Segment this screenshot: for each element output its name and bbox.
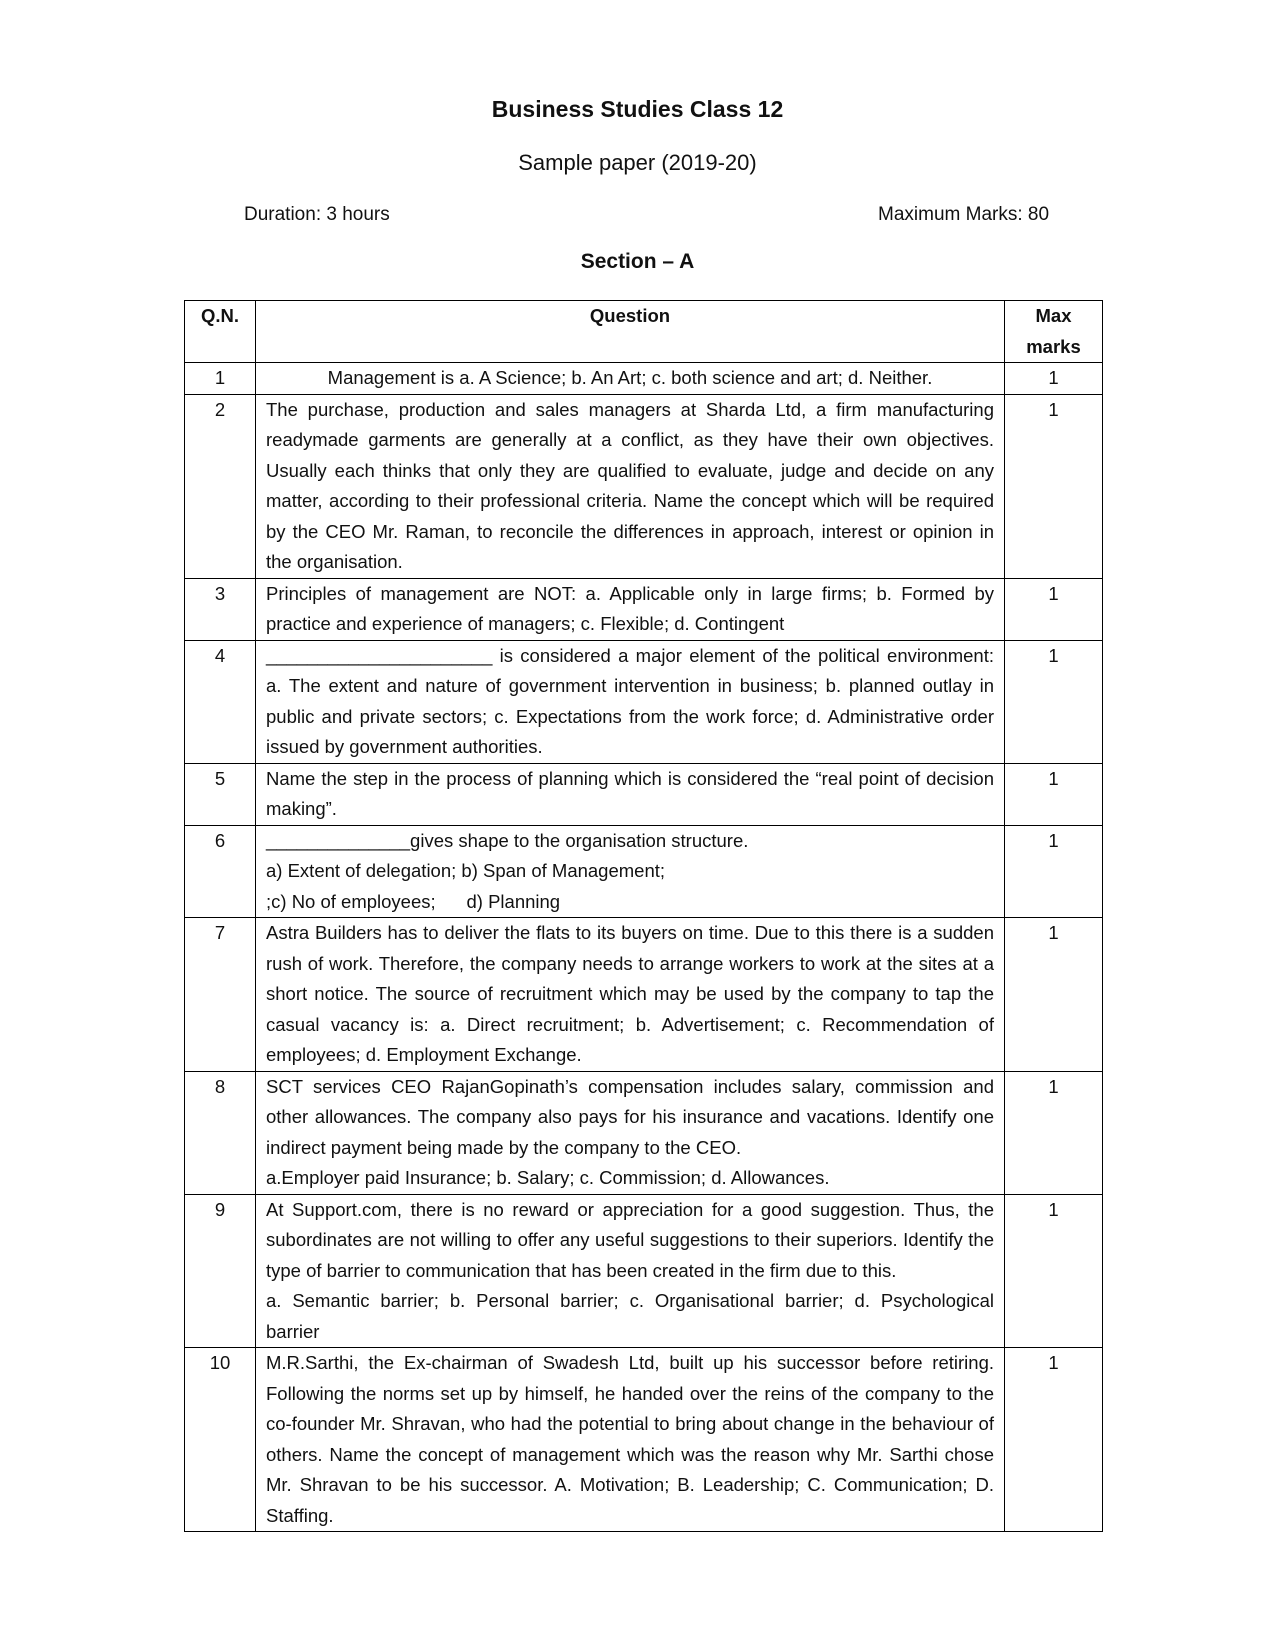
question-marks: 1	[1005, 763, 1103, 825]
maximum-marks-label: Maximum Marks: 80	[878, 204, 1050, 225]
question-text: ______________________ is considered a major element of the political environment: a. The extent and nature of government intervention in business; b. planned outlay in public and private sectors; c. Expectations from the work force; d. Administrative order issued by government authorities.	[256, 640, 1005, 763]
table-row	[185, 363, 1103, 395]
question-text	[256, 825, 1005, 918]
question-text: The purchase, production and sales managers at Sharda Ltd, a firm manufacturing readymade garments are generally at a conflict, as they have their own objectives. Usually each thinks that only they are qualified to evaluate, judge and decide on any matter, according to their professional criteria. Name the concept which will be required by the CEO Mr. Raman, to reconcile the differences in approach, interest or opinion in the organisation.	[256, 394, 1005, 578]
table-header-row	[185, 301, 1103, 363]
header-qn: Q.N.	[185, 301, 256, 363]
table-row	[185, 918, 1103, 1072]
question-marks: 1	[1005, 640, 1103, 763]
table-row	[185, 640, 1103, 763]
question-options-line: a. Semantic barrier; b. Personal barrier; c. Organisational barrier; d. Psychological barrier	[266, 1290, 994, 1342]
table-row	[185, 763, 1103, 825]
question-text	[256, 1071, 1005, 1194]
question-number: 6	[185, 825, 256, 918]
question-marks: 1	[1005, 1194, 1103, 1348]
header-question: Question	[256, 301, 1005, 363]
question-marks: 1	[1005, 394, 1103, 578]
question-number: 10	[185, 1348, 256, 1532]
questions-table	[184, 300, 1103, 1532]
question-number: 7	[185, 918, 256, 1072]
question-options-line: ;c) No of employees; d) Planning	[266, 890, 561, 912]
question-text: Name the step in the process of planning which is considered the “real point of decision making”.	[256, 763, 1005, 825]
question-number: 1	[185, 363, 256, 395]
question-text: M.R.Sarthi, the Ex-chairman of Swadesh Ltd, built up his successor before retiring. Following the norms set up by himself, he handed over the reins of the company to the co-founder Mr. Shravan, who had the potential to bring about change in the behaviour of others. Name the concept of management which was the reason why Mr. Sarthi chose Mr. Shravan to be his successor. A. Motivation; B. Leadership; C. Communication; D. Staffing.	[256, 1348, 1005, 1532]
table-row	[185, 1071, 1103, 1194]
question-number: 9	[185, 1194, 256, 1348]
question-text: Management is a. A Science; b. An Art; c. both science and art; d. Neither.	[256, 363, 1005, 395]
question-number: 3	[185, 578, 256, 640]
table-row	[185, 394, 1103, 578]
question-number: 8	[185, 1071, 256, 1194]
question-options-line: a) Extent of delegation; b) Span of Management;	[266, 860, 666, 881]
question-marks: 1	[1005, 1071, 1103, 1194]
question-number: 4	[185, 640, 256, 763]
table-row	[185, 578, 1103, 640]
question-line: SCT services CEO RajanGopinath’s compensation includes salary, commission and other allowances. The company also pays for his insurance and vacations. Identify one indirect payment being made by the company to the CEO.	[266, 1075, 994, 1158]
table-row	[185, 825, 1103, 918]
question-marks: 1	[1005, 578, 1103, 640]
question-line: At Support.com, there is no reward or appreciation for a good suggestion. Thus, the subordinates are not willing to offer any useful suggestions to their superiors. Identify the type of barrier to communication that has been created in the firm due to this.	[266, 1198, 994, 1281]
question-marks: 1	[1005, 825, 1103, 918]
header-max-marks: Max marks	[1005, 301, 1103, 363]
question-marks: 1	[1005, 918, 1103, 1072]
duration-label: Duration: 3 hours	[244, 204, 390, 225]
question-text: Principles of management are NOT: a. Applicable only in large firms; b. Formed by practice and experience of managers; c. Flexible; d. Contingent	[256, 578, 1005, 640]
question-options-line: a.Employer paid Insurance; b. Salary; c. Commission; d. Allowances.	[266, 1167, 830, 1188]
table-row	[185, 1348, 1103, 1532]
question-line: ______________gives shape to the organisation structure.	[266, 829, 749, 851]
section-heading: Section – A	[580, 250, 695, 273]
question-text	[256, 1194, 1005, 1348]
question-text: Astra Builders has to deliver the flats to its buyers on time. Due to this there is a sudden rush of work. Therefore, the company needs to arrange workers to work at the sites at a short notice. The source of recruitment which may be used by the company to tap the casual vacancy is: a. Direct recruitment; b. Advertisement; c. Recommendation of employees; d. Employment Exchange.	[256, 918, 1005, 1072]
document-subtitle: Sample paper (2019-20)	[518, 150, 757, 175]
question-marks: 1	[1005, 363, 1103, 395]
document-title: Business Studies Class 12	[491, 96, 784, 122]
table-row	[185, 1194, 1103, 1348]
question-number: 2	[185, 394, 256, 578]
question-number: 5	[185, 763, 256, 825]
question-marks: 1	[1005, 1348, 1103, 1532]
